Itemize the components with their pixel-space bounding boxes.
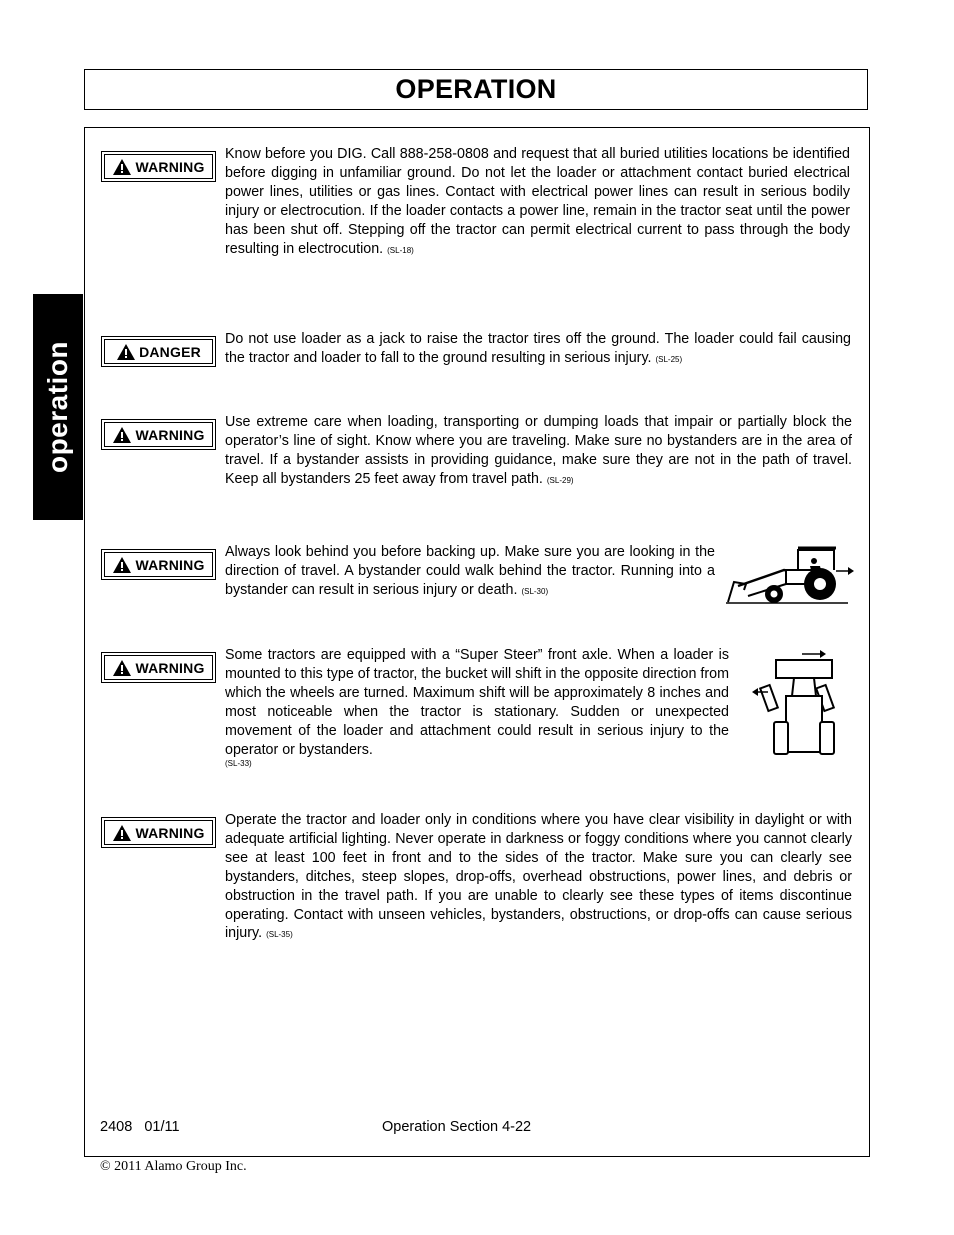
footer-date: 01/11 [144,1119,180,1135]
side-tab [33,294,83,520]
footer-doc-info [100,1119,180,1135]
alert-triangle-icon [112,426,132,444]
copyright: © 2011 Alamo Group Inc. [100,1159,247,1174]
alert-triangle-icon [112,659,132,677]
warning-badge-3 [101,419,216,450]
warning-body: Use extreme care when loading, transporting or dumping loads that impair or partially block the operator’s line of sight. Know where you are traveling. Make sure no bystanders are in the area of travel. If a bystander assists in providing guidance, make sure they are not in the path of travel. Keep all bystanders 25 feet away from travel path. [225,414,852,487]
warning-badge-1 [101,151,216,182]
warning-body: Always look behind you before backing up. Make sure you are looking in the direction of travel. A bystander could walk behind the tractor. Running into a bystander can result in serious injury or death. [225,544,715,598]
tractor-loader-side-icon [724,544,854,608]
header-box [84,69,868,110]
warning-body: Some tractors are equipped with a “Super Steer” front axle. When a loader is mounted to this type of tractor, the bucket will shift in the opposite direction from which the wheels are turned. Maximum shift will be approximately 8 inches and most noticeable when the tractor is stationary. Sudden or unexpected movement of the loader and attachment could result in serious injury to the operator or bystanders. [225,647,729,758]
warning-label: WARNING [135,158,205,175]
alert-triangle-icon [112,158,132,176]
warning-code: (SL-25) [655,354,683,364]
warning-badge-4 [101,549,216,580]
page-title: OPERATION [395,74,557,104]
footer-section: Operation Section 4-22 [382,1119,532,1135]
content-box [84,127,870,1157]
warning-text-6 [225,811,852,945]
warning-code: (SL-30) [521,586,549,596]
warning-label: WARNING [135,824,205,841]
warning-badge-5 [101,652,216,683]
warning-code: (SL-29) [546,475,574,485]
warning-code: (SL-33) [225,759,252,769]
footer-doc-number: 2408 [100,1119,133,1135]
warning-code: (SL-35) [266,930,293,940]
danger-text [225,330,851,370]
warning-badge-6 [101,817,216,848]
warning-text-5 [225,646,729,769]
alert-triangle-icon [116,343,136,361]
danger-badge [101,336,216,367]
warning-body: Do not use loader as a jack to raise the tractor tires off the ground. The loader could fail causing the tractor and loader to fall to the ground resulting in serious injury. [225,331,851,366]
warning-code: (SL-18) [387,245,414,255]
danger-label: DANGER [139,343,201,360]
alert-triangle-icon [112,556,132,574]
warning-label: WARNING [135,659,205,676]
side-tab-label: operation [42,340,73,474]
warning-text-3 [225,413,852,491]
warning-body: Know before you DIG. Call 888-258-0808 and request that all buried utilities locations be identified before digging in unfamiliar ground. Do not let the loader or attachment contact buried electrical power lines, utilities or gas lines. Contact with electrical power lines can result in serious bodily injury or electrocution. If the loader contacts a power line, remain in the tractor seat until the power has been shut off. Stepping off the tractor can permit electrical current to pass through the body resulting in electrocution. [225,146,850,257]
alert-triangle-icon [112,824,132,842]
warning-text-1 [225,145,850,260]
warning-body: Operate the tractor and loader only in conditions where you have clear visibility in daylight or with adequate artificial lighting. Never operate in darkness or foggy conditions where you cannot clearly see at least 100 feet in front and to the sides of the tractor. Make sure you can clearly see bystanders, ditches, steep slopes, drop-offs, overhead obstructions, power lines, and debris or obstruction in the travel path. If you are unable to clearly see these types of items discontinue operating. Contact with unseen vehicles, bystanders, obstructions, or drop-offs can cause serious injury. [225,812,852,942]
warning-label: WARNING [135,556,205,573]
warning-label: WARNING [135,426,205,443]
warning-text-4 [225,543,715,602]
super-steer-top-icon [748,648,840,760]
